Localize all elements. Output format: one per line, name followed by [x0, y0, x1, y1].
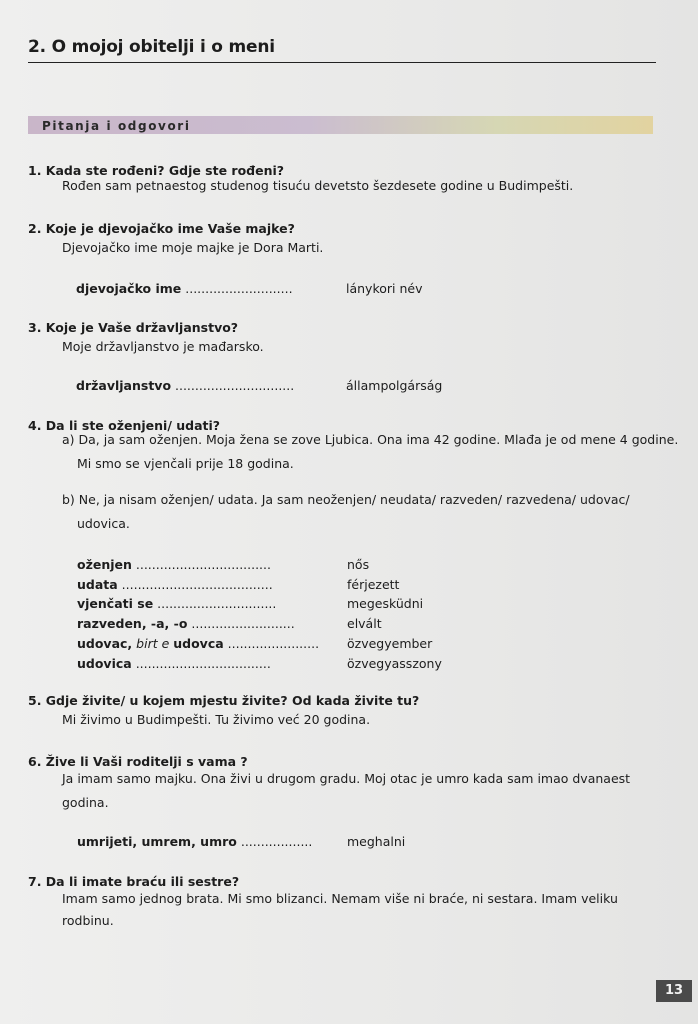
- glossary-term: udovac,: [77, 636, 133, 651]
- glossary-leader: ..................................: [131, 656, 271, 671]
- glossary-term: vjenčati se: [77, 596, 154, 611]
- section-header-label: Pitanja i odgovori: [42, 119, 191, 133]
- glossary-leader: ..............................: [153, 596, 277, 611]
- glossary-entry: [77, 557, 370, 572]
- answer-2: Djevojačko ime moje majke je Dora Marti.: [62, 240, 324, 255]
- glossary-term-2: udovca: [173, 636, 224, 651]
- glossary-translation: megesküdni: [347, 596, 424, 611]
- question-7: 7. Da li imate braću ili sestre?: [28, 874, 240, 889]
- question-3: 3. Koje je Vaše državljanstvo?: [28, 320, 239, 335]
- question-1: 1. Kada ste rođeni? Gdje ste rođeni?: [28, 163, 285, 178]
- glossary-entry: [77, 834, 406, 849]
- glossary-note: birt e: [132, 636, 174, 651]
- answer-4b: b) Ne, ja nisam oženjen/ udata. Ja sam neoženjen/ neudata/ razveden/ razvedena/ udovac/: [62, 492, 630, 507]
- answer-7-cont: rodbinu.: [62, 913, 114, 928]
- glossary-translation: férjezett: [347, 577, 400, 592]
- page-number: 13: [656, 980, 692, 1002]
- glossary-leader: ..........................: [187, 616, 295, 631]
- answer-4a-cont: Mi smo se vjenčali prije 18 godina.: [77, 456, 294, 471]
- glossary-translation: nős: [347, 557, 370, 572]
- glossary-translation: özvegyasszony: [347, 656, 442, 671]
- glossary-translation: lánykori név: [346, 281, 423, 296]
- glossary-term: državljanstvo: [76, 378, 172, 393]
- glossary-leader: ......................................: [117, 577, 273, 592]
- glossary-term: umrijeti, umrem, umro: [77, 834, 237, 849]
- glossary-translation: állampolgárság: [346, 378, 443, 393]
- glossary-leader: .......................: [223, 636, 320, 651]
- glossary-entry: [76, 281, 423, 296]
- answer-5: Mi živimo u Budimpešti. Tu živimo već 20 godina.: [62, 712, 371, 727]
- glossary-term: razveden, -a, -o: [77, 616, 188, 631]
- question-2: 2. Koje je djevojačko ime Vaše majke?: [28, 221, 295, 236]
- page-title: 2. O mojoj obitelji i o meni: [28, 37, 275, 57]
- glossary-term: udovica: [77, 656, 132, 671]
- glossary-leader: ..............................: [171, 378, 295, 393]
- answer-4b-cont: udovica.: [77, 516, 130, 531]
- answer-1: Rođen sam petnaestog studenog tisuću devetsto šezdesete godine u Budimpešti.: [62, 178, 574, 193]
- glossary-entry: [77, 577, 400, 592]
- glossary-leader: ...........................: [181, 281, 293, 296]
- glossary-entry: [77, 616, 382, 631]
- answer-6: Ja imam samo majku. Ona živi u drugom gradu. Moj otac je umro kada sam imao dvanaest: [62, 771, 631, 786]
- question-6: 6. Žive li Vaši roditelji s vama ?: [28, 754, 248, 769]
- glossary-entry: [77, 636, 433, 651]
- question-4: 4. Da li ste oženjeni/ udati?: [28, 418, 221, 433]
- glossary-leader: ..................................: [131, 557, 271, 572]
- answer-6-cont: godina.: [62, 795, 109, 810]
- glossary-term: udata: [77, 577, 118, 592]
- title-rule: [28, 62, 656, 63]
- glossary-translation: özvegyember: [347, 636, 433, 651]
- glossary-entry: [76, 378, 443, 393]
- glossary-translation: meghalni: [347, 834, 406, 849]
- answer-4a: a) Da, ja sam oženjen. Moja žena se zove Ljubica. Ona ima 42 godine. Mlađa je od mene 4 godine.: [62, 432, 679, 447]
- answer-7: Imam samo jednog brata. Mi smo blizanci. Nemam više ni braće, ni sestara. Imam veliku: [62, 891, 618, 906]
- glossary-translation: elvált: [347, 616, 382, 631]
- glossary-leader: ..................: [236, 834, 313, 849]
- glossary-entry: [77, 656, 442, 671]
- answer-3: Moje državljanstvo je mađarsko.: [62, 339, 264, 354]
- glossary-term: djevojačko ime: [76, 281, 182, 296]
- glossary-entry: [77, 596, 424, 611]
- question-5: 5. Gdje živite/ u kojem mjestu živite? Od kada živite tu?: [28, 693, 420, 708]
- glossary-term: oženjen: [77, 557, 132, 572]
